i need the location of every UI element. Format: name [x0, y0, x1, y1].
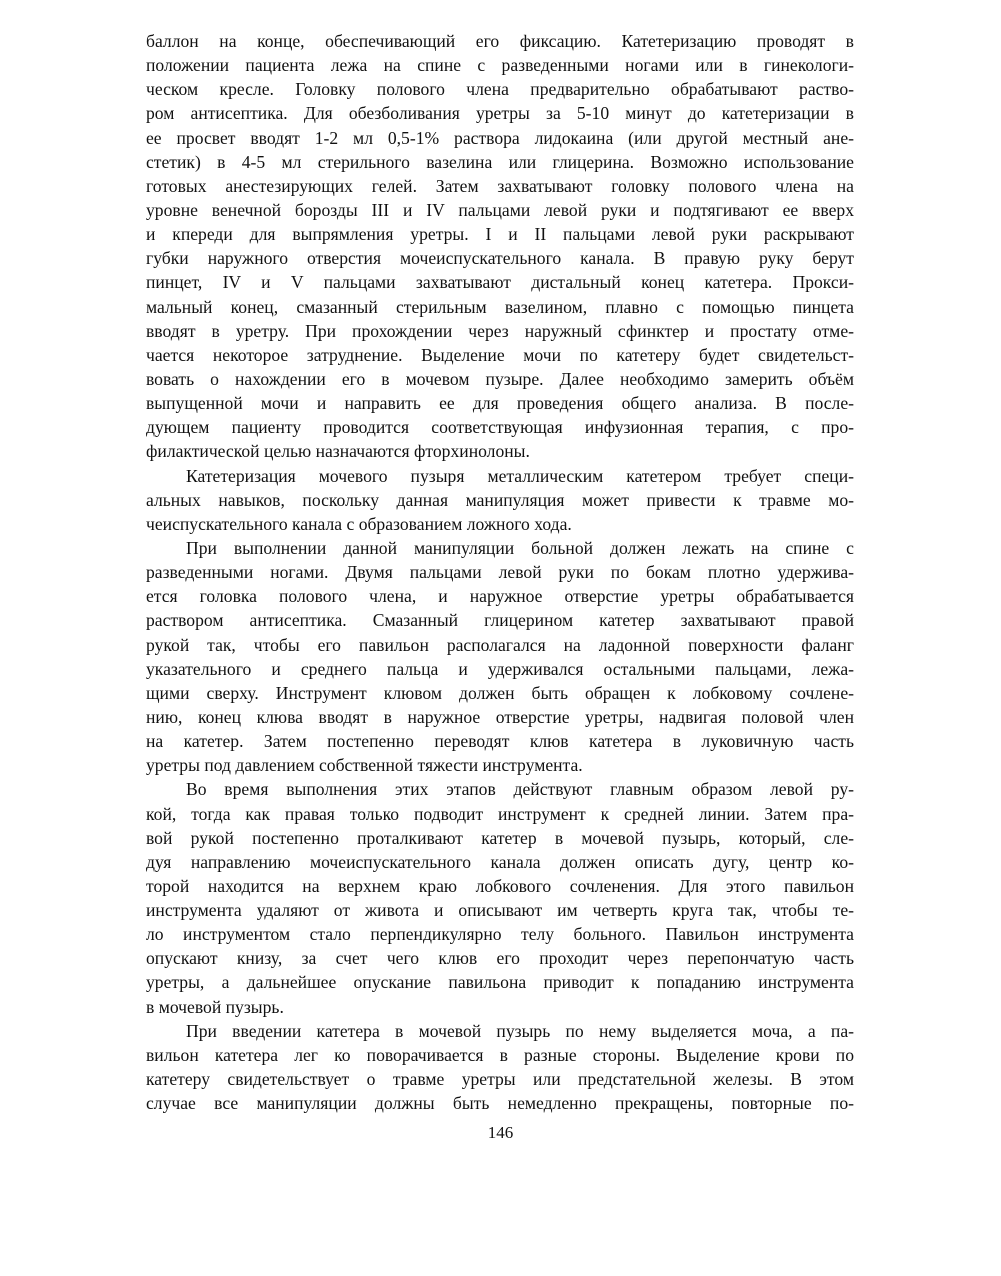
text-line: уретры, а дальнейшее опускание павильона приводит к попаданию инструмента — [146, 972, 854, 993]
text-line: ло инструментом стало перпендикулярно телу больного. Павильон инструмента — [146, 924, 854, 945]
text-line: При введении катетера в мочевой пузырь по нему выделяется моча, а па- — [186, 1020, 854, 1041]
paragraph — [146, 1019, 854, 1116]
text-line: случае все манипуляции должны быть немедленно прекращены, повторные по- — [146, 1093, 854, 1114]
page-number: 146 — [487, 1123, 514, 1142]
text-line: кой, тогда как правая только подводит инструмент к средней линии. Затем пра- — [146, 803, 854, 824]
text-line: уретры под давлением собственной тяжести инструмента. — [146, 755, 583, 776]
text-line: ческом кресле. Головку полового члена предварительно обрабатывают раство- — [146, 79, 854, 100]
text-line: готовых анестезирующих гелей. Затем захватывают головку полового члена на — [146, 175, 854, 196]
text-line: чается некоторое затруднение. Выделение мочи по катетеру будет свидетельст- — [146, 344, 854, 365]
text-line: филактической целью назначаются фторхинолоны. — [146, 441, 530, 462]
text-line: ее просвет вводят 1-2 мл 0,5-1% раствора лидокаина (или другой местный ане- — [146, 127, 854, 148]
text-line: уровне венечной борозды III и IV пальцами левой руки и подтягивают ее вверх — [146, 199, 854, 220]
text-line: ется головка полового члена, и наружное отверстие уретры обрабатывается — [146, 586, 854, 607]
text-line: пинцет, IV и V пальцами захватывают дистальный конец катетера. Прокси- — [146, 272, 854, 293]
text-line: и кпереди для выпрямления уретры. I и II пальцами левой руки раскрывают — [146, 224, 854, 245]
text-line: вовать о нахождении его в мочевом пузыре. Далее необходимо замерить объём — [146, 368, 854, 389]
text-line: выпущенной мочи и направить ее для проведения общего анализа. В после- — [146, 393, 854, 414]
text-line: торой находится на верхнем краю лобкового сочленения. Для этого павильон — [146, 875, 854, 896]
text-line: Катетеризация мочевого пузыря металлическим катетером требует специ- — [186, 465, 854, 486]
text-line: чеиспускательного канала с образованием ложного хода. — [146, 513, 572, 534]
document-page — [146, 29, 854, 1115]
text-line: Во время выполнения этих этапов действуют главным образом левой ру- — [186, 779, 854, 800]
text-line: положении пациента лежа на спине с разведенными ногами или в гинекологи- — [146, 55, 854, 76]
text-line: стетик) в 4-5 мл стерильного вазелина или глицерина. Возможно использование — [146, 151, 854, 172]
paragraph — [146, 536, 854, 777]
text-line: вильон катетера лег ко поворачивается в разные стороны. Выделение крови по — [146, 1044, 854, 1065]
text-line: дующем пациенту проводится соответствующая инфузионная терапия, с про- — [146, 417, 854, 438]
text-line: ром антисептика. Для обезболивания уретры за 5-10 минут до катетеризации в — [146, 103, 854, 124]
text-line: дуя направлению мочеиспускательного канала должен описать дугу, центр ко- — [146, 851, 854, 872]
text-line: в мочевой пузырь. — [146, 996, 284, 1017]
text-line: указательного и среднего пальца и удерживался остальными пальцами, лежа- — [146, 658, 854, 679]
text-line: мальный конец, смазанный стерильным вазелином, плавно с помощью пинцета — [146, 296, 854, 317]
text-line: щими сверху. Инструмент клювом должен быть обращен к лобковому сочлене- — [146, 682, 854, 703]
text-line: на катетер. Затем постепенно переводят клюв катетера в луковичную часть — [146, 731, 854, 752]
text-line: нию, конец клюва вводят в наружное отверстие уретры, надвигая половой член — [146, 706, 854, 727]
text-line: раствором антисептика. Смазанный глицерином катетер захватывают правой — [146, 610, 854, 631]
text-line: При выполнении данной манипуляции больной должен лежать на спине с — [186, 537, 854, 558]
text-line: катетеру свидетельствует о травме уретры или предстательной железы. В этом — [146, 1069, 854, 1090]
text-line: опускают книзу, за счет чего клюв его проходит через перепончатую часть — [146, 948, 854, 969]
text-line: баллон на конце, обеспечивающий его фиксацию. Катетеризацию проводят в — [146, 31, 854, 51]
text-line: вой рукой постепенно проталкивают катетер в мочевой пузырь, который, сле- — [146, 827, 854, 848]
text-line: вводят в уретру. При прохождении через наружный сфинктер и простату отме- — [146, 320, 854, 341]
text-line: альных навыков, поскольку данная манипуляция может привести к травме мо- — [146, 489, 854, 510]
text-line: губки наружного отверстия мочеиспускательного канала. В правую руку берут — [146, 248, 854, 269]
paragraph — [146, 29, 854, 464]
paragraph — [146, 464, 854, 536]
text-line: инструмента удаляют от живота и описывают им четверть круга так, чтобы те- — [146, 900, 854, 921]
text-line: разведенными ногами. Двумя пальцами левой руки по бокам плотно удержива- — [146, 562, 854, 583]
text-line: рукой так, чтобы его павильон располагался на ладонной поверхности фаланг — [146, 634, 854, 655]
paragraph — [146, 777, 854, 1018]
